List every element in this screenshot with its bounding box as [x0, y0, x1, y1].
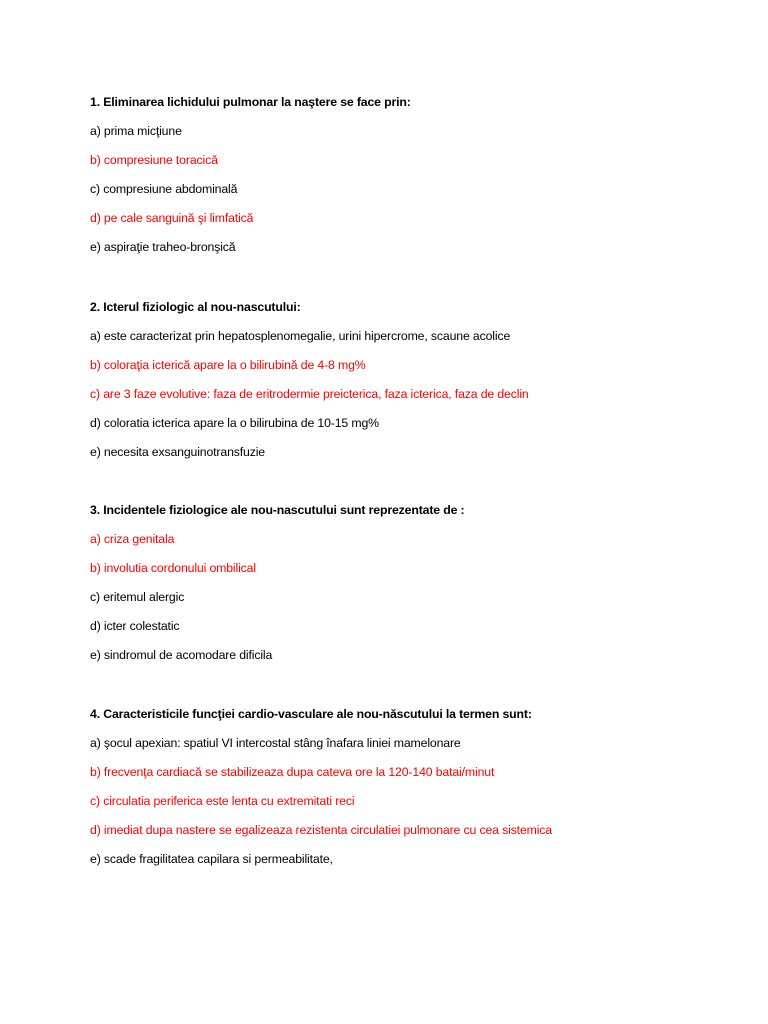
question-title: 2. Icterul fiziologic al nou-nascutului:	[90, 300, 301, 314]
answer-option: b) coloraţia icterică apare la o bilirubină de 4-8 mg%	[90, 358, 366, 372]
answer-option: c) are 3 faze evolutive: faza de eritrodermie preicterica, faza icterica, faza de declin	[90, 387, 529, 401]
question-2	[90, 297, 760, 471]
answer-option: a) prima micţiune	[90, 124, 182, 138]
answer-option: b) involutia cordonului ombilical	[90, 561, 256, 575]
question-title: 4. Caracteristicile funcţiei cardio-vasculare ale nou-născutului la termen sunt:	[90, 707, 532, 721]
answer-option: b) compresiune toracică	[90, 153, 218, 167]
answer-option: c) circulatia periferica este lenta cu extremitati reci	[90, 794, 355, 808]
answer-option: e) sindromul de acomodare dificila	[90, 648, 273, 662]
answer-option: a) este caracterizat prin hepatosplenomegalie, urini hipercrome, scaune acolice	[90, 329, 511, 343]
question-title: 3. Incidentele fiziologice ale nou-nascutului sunt reprezentate de :	[90, 503, 465, 517]
answer-option: d) pe cale sanguină şi limfatică	[90, 211, 254, 225]
answer-option: d) coloratia icterica apare la o bilirubina de 10-15 mg%	[90, 416, 379, 430]
answer-option: c) eritemul alergic	[90, 590, 185, 604]
question-4	[90, 704, 760, 878]
question-1	[90, 92, 760, 266]
answer-option: e) scade fragilitatea capilara si permeabilitate,	[90, 852, 333, 866]
answer-option: a) criza genitala	[90, 532, 175, 546]
answer-option: d) icter colestatic	[90, 619, 180, 633]
answer-option: c) compresiune abdominală	[90, 182, 238, 196]
answer-option: e) aspiraţie traheo-bronşică	[90, 240, 236, 254]
question-title: 1. Eliminarea lichidului pulmonar la naştere se face prin:	[90, 95, 411, 109]
question-3	[90, 500, 760, 674]
answer-option: b) frecvenţa cardiacă se stabilizeaza dupa cateva ore la 120-140 batai/minut	[90, 765, 495, 779]
answer-option: d) imediat dupa nastere se egalizeaza rezistenta circulatiei pulmonare cu cea sistemica	[90, 823, 552, 837]
answer-option: a) şocul apexian: spatiul VI intercostal stâng înafara liniei mamelonare	[90, 736, 461, 750]
answer-option: e) necesita exsanguinotransfuzie	[90, 445, 265, 459]
